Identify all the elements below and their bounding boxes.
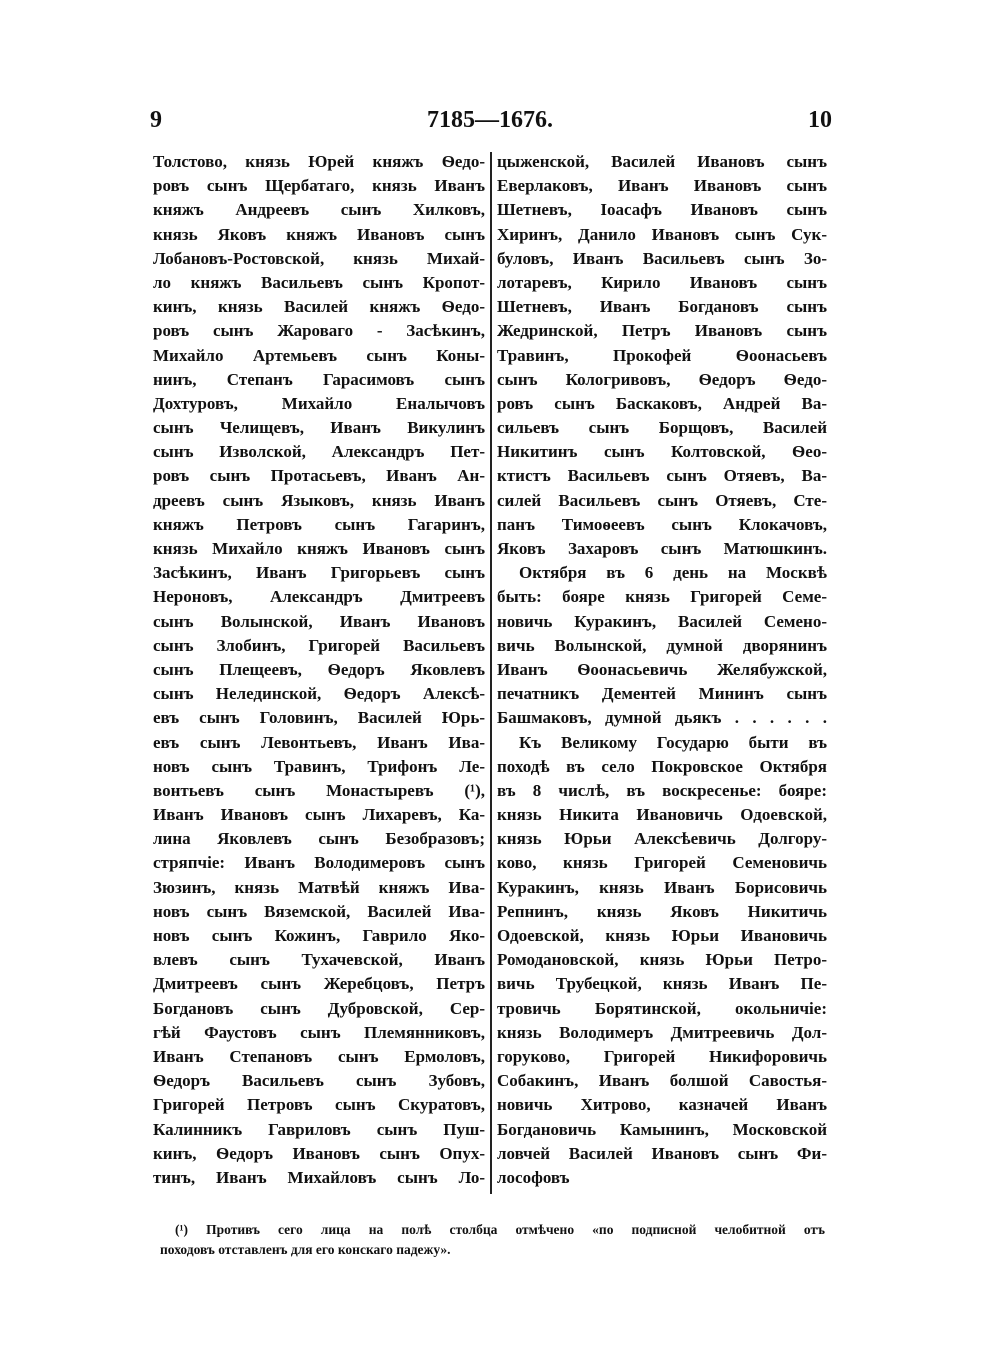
text-line: гѣй Фаустовъ сынъ Племянниковъ,: [153, 1022, 485, 1042]
text-line: лософовъ: [497, 1167, 570, 1187]
text-line: князь Володимеръ Дмитреевичь Дол-: [497, 1022, 827, 1042]
text-line: дреевъ сынъ Языковъ, князь Иванъ: [153, 490, 485, 510]
text-line: Лобановъ-Ростовской, князь Михай-: [153, 248, 485, 268]
text-line: Михайло Артемьевъ сынъ Коны-: [153, 345, 485, 365]
text-line: новъ сынъ Кожинъ, Гаврило Яко-: [153, 926, 485, 945]
text-line: Хиринъ, Данило Ивановъ сынъ Сук-: [497, 224, 827, 244]
text-line: сынъ Волынской, Иванъ Ивановъ: [153, 611, 485, 631]
text-line: сынъ Плещеевъ, Ѳедоръ Яковлевъ: [153, 659, 485, 679]
text-line: Зюзинъ, князь Матвѣй княжъ Ива-: [153, 877, 485, 897]
text-line: сильевъ сынъ Борщовъ, Василей: [497, 418, 827, 438]
text-line: горуково, Григорей Никифоровичь: [497, 1046, 827, 1066]
text-line: Октября въ 6 день на Москвѣ: [519, 563, 827, 583]
text-line: походѣ въ село Покровское Октября: [497, 756, 827, 776]
text-line: евъ сынъ Головинъ, Василей Юрь-: [153, 708, 485, 728]
text-line: вичь Волынской, думной дворянинъ: [497, 635, 827, 655]
text-line: Богдановъ сынъ Дубровской, Сер-: [153, 998, 485, 1018]
text-line: Собакинъ, Иванъ болшой Савостья-: [497, 1071, 827, 1091]
text-line: сынъ Злобинъ, Григорей Васильевъ: [153, 635, 485, 655]
text-line: Никитинъ сынъ Колтовской, Ѳео-: [497, 442, 827, 462]
text-line: Шетневъ, Иванъ Богдановъ сынъ: [497, 297, 827, 317]
text-line: Шетневъ, Іоасафъ Ивановъ сынъ: [497, 200, 827, 220]
text-line: новъ сынъ Травинъ, Трифонъ Ле-: [153, 756, 485, 776]
text-line: князь Яковъ княжъ Ивановъ сынъ: [153, 224, 485, 244]
text-line: Башмаковъ, думной дьякъ . . . . . .: [497, 708, 827, 728]
text-line: княжъ Петровъ сынъ Гагаринъ,: [153, 514, 485, 534]
text-line: Богдановичь Камынинъ, Московской: [497, 1119, 827, 1139]
text-line: лотаревъ, Кирило Ивановъ сынъ: [497, 272, 827, 292]
text-line: вичь Трубецкой, князь Иванъ Пе-: [497, 974, 827, 994]
page-header-year: 7185—1676.: [427, 107, 553, 133]
text-line: въ 8 числѣ, въ воскресенье: бояре:: [497, 780, 827, 800]
text-line: Нероновъ, Александръ Дмитреевъ: [153, 587, 485, 607]
text-line: стряпчіе: Иванъ Володимеровъ сынъ: [153, 853, 485, 873]
text-line: Травинъ, Прокофей Ѳоонасьевъ: [497, 345, 827, 365]
text-line: печатникъ Дементей Мининъ сынъ: [497, 684, 827, 704]
text-line: вонтьевъ сынъ Монастыревъ (¹),: [153, 780, 485, 800]
text-line: тровичь Борятинской, окольничіе:: [497, 998, 827, 1018]
text-line: Дохтуровъ, Михайло Еналычовъ: [153, 393, 485, 413]
text-line: ло княжъ Васильевъ сынъ Кропот-: [153, 272, 485, 292]
text-line: ровъ сынъ Щербатаго, князь Иванъ: [153, 176, 485, 196]
text-line: Иванъ Ѳоонасьевичь Желябужской,: [497, 659, 827, 679]
text-line: Иванъ Ивановъ сынъ Лихаревъ, Ка-: [153, 805, 485, 825]
text-line: Калинникъ Гавриловъ сынъ Пуш-: [153, 1119, 485, 1139]
text-line: новичь Куракинъ, Василей Семено-: [497, 611, 827, 631]
text-line: быть: бояре князь Григорей Семе-: [497, 587, 827, 607]
text-line: Куракинъ, князь Иванъ Борисовичь: [497, 877, 827, 897]
text-line: буловъ, Иванъ Васильевъ сынъ Зо-: [497, 248, 827, 268]
text-line: ровъ сынъ Протасьевъ, Иванъ Ан-: [153, 466, 485, 486]
text-line: Жедринской, Петръ Ивановъ сынъ: [497, 321, 827, 341]
text-line: князь Юрьи Алексѣевичь Долгору-: [497, 829, 827, 849]
text-line: новъ сынъ Вяземской, Василей Ива-: [153, 901, 485, 921]
text-line: сынъ Кологривовъ, Ѳедоръ Ѳедо-: [497, 369, 827, 389]
text-line: евъ сынъ Левонтьевъ, Иванъ Ива-: [153, 732, 485, 752]
text-line: Еверлаковъ, Иванъ Ивановъ сынъ: [497, 176, 827, 196]
text-line: Къ Великому Государю быти въ: [519, 732, 827, 752]
text-line: Ѳедоръ Васильевъ сынъ Зубовъ,: [153, 1071, 485, 1091]
text-line: нинъ, Степанъ Гарасимовъ сынъ: [153, 369, 485, 389]
text-line: Иванъ Степановъ сынъ Ермоловъ,: [153, 1046, 485, 1066]
footnote-line: походовъ отставленъ для его конскаго падежу».: [160, 1242, 451, 1257]
text-line: Толстово, князь Юрей княжъ Ѳедо-: [153, 152, 485, 171]
page-number-left: 9: [150, 107, 162, 133]
text-line: новичь Хитрово, казначей Иванъ: [497, 1095, 827, 1115]
text-line: князь Михайло княжъ Ивановъ сынъ: [153, 539, 485, 558]
text-line: кинъ, князь Василей княжъ Ѳедо-: [153, 297, 485, 317]
text-line: ково, князь Григорей Семеновичь: [497, 853, 827, 873]
text-line: лина Яковлевъ сынъ Безобразовъ;: [153, 829, 485, 849]
left-column: [153, 150, 485, 1195]
column-divider: [490, 152, 492, 1194]
text-line: силей Васильевъ сынъ Отяевъ, Сте-: [497, 490, 827, 510]
text-line: Засѣкинъ, Иванъ Григорьевъ сынъ: [153, 563, 485, 583]
text-line: Дмитреевъ сынъ Жеребцовъ, Петръ: [153, 974, 485, 994]
page-number-right: 10: [808, 107, 832, 133]
text-line: ловчей Василей Ивановъ сынъ Фи-: [497, 1143, 827, 1163]
text-line: Григорей Петровъ сынъ Скуратовъ,: [153, 1095, 485, 1115]
text-line: панъ Тимоѳеевъ сынъ Клокачовъ,: [497, 514, 827, 534]
text-line: Репнинъ, князь Яковъ Никитичь: [497, 901, 827, 921]
footnote: [160, 1220, 825, 1260]
text-line: Ромодановской, князь Юрьи Петро-: [497, 950, 827, 970]
text-line: сынъ Нелединской, Ѳедоръ Алексѣ-: [153, 684, 485, 704]
text-line: Одоевской, князь Юрьи Ивановичь: [497, 926, 827, 945]
text-line: цыженской, Василей Ивановъ сынъ: [497, 152, 827, 171]
text-line: кинъ, Ѳедоръ Ивановъ сынъ Опух-: [153, 1143, 485, 1163]
text-line: тинъ, Иванъ Михайловъ сынъ Ло-: [153, 1167, 485, 1187]
footnote-line: (¹) Противъ сего лица на полѣ столбца отмѣчено «по подписной челобитной отъ: [175, 1222, 825, 1237]
text-line: Яковъ Захаровъ сынъ Матюшкинъ.: [497, 539, 827, 558]
text-line: князь Никита Ивановичь Одоевской,: [497, 805, 827, 825]
text-line: сынъ Изволской, Александръ Пет-: [153, 442, 485, 462]
text-line: ровъ сынъ Жароваго - Засѣкинъ,: [153, 321, 485, 341]
text-line: ровъ сынъ Баскаковъ, Андрей Ва-: [497, 393, 827, 413]
right-column: [497, 150, 827, 1195]
text-line: княжъ Андреевъ сынъ Хилковъ,: [153, 200, 485, 220]
text-line: влевъ сынъ Тухачевской, Иванъ: [153, 950, 485, 970]
text-line: ктистъ Васильевъ сынъ Отяевъ, Ва-: [497, 466, 827, 486]
text-line: сынъ Челищевъ, Иванъ Викулинъ: [153, 418, 485, 438]
